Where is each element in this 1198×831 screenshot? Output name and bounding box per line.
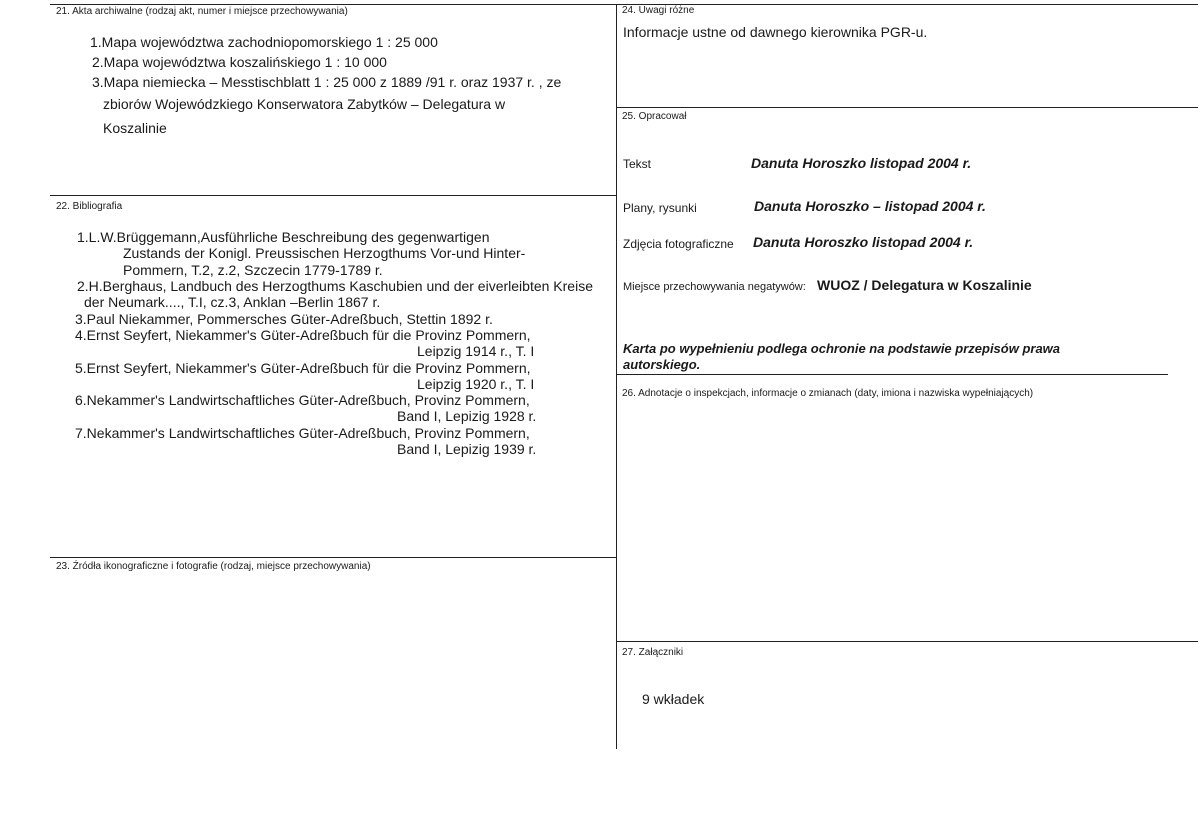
negatives-location-value: WUOZ / Delegatura w Koszalinie	[817, 277, 1032, 293]
section-25-label: 25. Opracował	[622, 111, 687, 122]
bibliography-item-7-cont: Band I, Lepizig 1939 r.	[397, 441, 537, 457]
archive-item-3-cont-1: zbiorów Wojewódzkiego Konserwatora Zabytków – Delegatura w	[103, 96, 506, 112]
section-21-label: 21. Akta archiwalne (rodzaj akt, numer i miejsce przechowywania)	[56, 6, 348, 17]
bibliography-item-5: 5.Ernst Seyfert, Niekammer's Güter-Adreßbuch für die Provinz Pommern,	[75, 360, 531, 376]
bibliography-item-4-cont: Leipzig 1914 r., T. I	[417, 343, 535, 359]
divider-26-27	[617, 641, 1198, 642]
attachments-text: 9 wkładek	[642, 691, 705, 707]
text-author-value: Danuta Horoszko listopad 2004 r.	[751, 155, 972, 171]
photos-author-value: Danuta Horoszko listopad 2004 r.	[753, 234, 974, 250]
bibliography-item-2: 2.H.Berghaus, Landbuch des Herzogthums Kaschubien und der eiverleibten Kreise	[77, 278, 593, 294]
photos-author-label: Zdjęcia fotograficzne	[623, 237, 734, 251]
negatives-location-label: Miejsce przechowywania negatywów:	[623, 281, 806, 293]
divider-22-23	[50, 557, 616, 558]
notes-text: Informacje ustne od dawnego kierownika PGR-u.	[623, 24, 928, 40]
section-23-label: 23. Źródła ikonograficzne i fotografie (rodzaj, miejsce przechowywania)	[56, 561, 371, 572]
plans-author-label: Plany, rysunki	[623, 201, 697, 215]
archive-item-2: 2.Mapa województwa koszalińskiego 1 : 10 000	[92, 54, 387, 70]
bibliography-item-4: 4.Ernst Seyfert, Niekammer's Güter-Adreßbuch für die Provinz Pommern,	[75, 327, 531, 343]
archive-item-3-cont-2: Koszalinie	[103, 120, 167, 136]
section-22-label: 22. Bibliografia	[56, 201, 123, 212]
copyright-notice-line-2: autorskiego.	[623, 357, 701, 372]
bibliography-item-1: 1.L.W.Brüggemann,Ausführliche Beschreibung des gegenwartigen	[77, 229, 490, 245]
column-divider	[616, 4, 617, 749]
section-24-label: 24. Uwagi różne	[622, 5, 695, 16]
archive-item-3: 3.Mapa niemiecka – Messtischblatt 1 : 25 000 z 1889 /91 r. oraz 1937 r. , ze	[92, 74, 562, 90]
bibliography-item-3: 3.Paul Niekammer, Pommersches Güter-Adreßbuch, Stettin 1892 r.	[75, 311, 493, 327]
divider-24-25	[617, 107, 1198, 108]
divider-21-22	[50, 195, 616, 196]
text-author-label: Tekst	[623, 157, 652, 171]
bibliography-item-6-cont: Band I, Lepizig 1928 r.	[397, 408, 537, 424]
divider-25-26	[617, 374, 1168, 375]
bibliography-item-7: 7.Nekammer's Landwirtschaftliches Güter-Adreßbuch, Provinz Pommern,	[75, 425, 530, 441]
section-27-label: 27. Załączniki	[622, 647, 684, 658]
section-26-label: 26. Adnotacje o inspekcjach, informacje o zmianach (daty, imiona i nazwiska wypełniających)	[622, 388, 1034, 399]
bibliography-item-5-cont: Leipzig 1920 r., T. I	[417, 376, 535, 392]
bibliography-item-1-cont-1: Zustands der Konigl. Preussischen Herzogthums Vor-und Hinter-	[123, 245, 526, 261]
bibliography-item-2-cont: der Neumark...., T.I, cz.3, Anklan –Berlin 1867 r.	[84, 294, 381, 310]
bibliography-item-1-cont-2: Pommern, T.2, z.2, Szczecin 1779-1789 r.	[123, 262, 383, 278]
copyright-notice-line-1: Karta po wypełnieniu podlega ochronie na podstawie przepisów prawa	[623, 341, 1061, 356]
archive-item-1: 1.Mapa województwa zachodniopomorskiego 1 : 25 000	[90, 34, 438, 50]
bibliography-item-6: 6.Nekammer's Landwirtschaftliches Güter-Adreßbuch, Provinz Pommern,	[75, 392, 530, 408]
plans-author-value: Danuta Horoszko – listopad 2004 r.	[754, 198, 986, 214]
